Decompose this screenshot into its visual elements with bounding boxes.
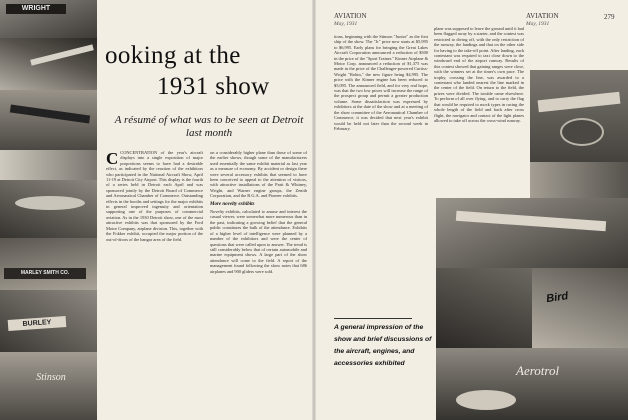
section-heading: More novelty exhibits (210, 201, 255, 207)
header-date: May, 1931 (526, 21, 550, 27)
article-subtitle: A résumé of what was to be seen at Detroit last month (114, 114, 304, 139)
collage-sign-bird: Bird (545, 290, 569, 306)
column-4-text: plane was supposed to leave the ground until it had been flagged away by a starter, and the contest was restricted to diving off, with the only restriction of the runway, the landings and that on the other side for having to the take-off point. After landing, each contestant was required to taxi close down to the windward end of the airport runway. Results of this contest showed that gaining ranges were close, with the winners set at the timer's own pace. The trophy, crossing the line, was awarded to a contestant who landed nearest the line marked in the center of the field. On return to the field, the prizes were divided. The trouble came elsewhere. To perform of all over flying, and to carry the flag that would be required to mock types in racing the whole length of the field and back after cross flight, the navigator and contact of the light planes allowed to take off across the cross-wind runway. (434, 26, 524, 123)
column-2-text-b: Novelty exhibits, calculated to amuse and interest the casual viewer, were somewhat more numerous than in the past, indicating a growing belief that the general public constitutes the bulk of the attendance. Exhibits of a higher level of intelligence were planned by a number of the exhibitors and were the center of questions that were called upon to answer. The trend is still considerably below that of certain automobile and marine equipment shows. A large part of the show attendance will come to the field. A report of the management found following the show notes that 686 airplanes and 900 gliders were sold. (210, 209, 307, 274)
photo-collage-right (436, 198, 628, 420)
pull-quote-rule (334, 318, 412, 319)
column-4 (434, 26, 524, 196)
column-3 (334, 34, 428, 314)
title-line-2: 1931 show (157, 73, 270, 100)
running-header-left (334, 12, 367, 28)
photo-collage-left (0, 0, 97, 420)
drop-cap: C (106, 150, 119, 168)
collage-sign-wright: WRIGHT (6, 4, 66, 14)
collage-sign-marley: MARLEY SMITH CO. (4, 268, 86, 279)
column-1 (106, 150, 203, 416)
photo-top-right (530, 70, 628, 198)
column-2 (210, 150, 307, 416)
page-gutter (312, 0, 316, 420)
title-line-1: ooking at the (105, 42, 241, 69)
header-title-left: AVIATION (334, 12, 367, 20)
column-2-text: on a considerably higher plane than those of some of the earlier shows, though some of the manufacturers used essentially the same exhibit material as last year as a measure of economy. By accident or design there were several accessory exhibits that seemed to have been conceived to appeal to the attention of visitors, with attractive installations of the Pratt & Whitney, Wright, and Warner engine groups, the Zenith Corporation, and the B.G.A. and Pioneer exhibits. (210, 150, 307, 199)
collage-sign-stinson: Stinson (36, 372, 66, 383)
collage-sign-aerotrol: Aerotrol (516, 363, 560, 378)
page-number: 279 (604, 13, 615, 21)
column-3-text: tions, beginning with the Stinson "Junior" as the first ship of the show. The "Jr" price now starts at $5,995 to $6,995. Early plans for bringing the Great Lakes Aircraft Corporation announced a reduction of $500 in the price of the "Sport Trainer." Kinner Airplane & Motor Corp. announced a reduction of $1,375 was made in the price of the Challenger-powered Curtiss-Wright "Robin," the new figure being $4,995. The price with the Kinner engine has been reduced to $5,095. The announced field, and for very real hope, was that the two low prices will increase the range of the prospect group and permit a greater production volume. Some dissatisfaction was expressed by exhibitors at the date of the show and at a meeting of the show committee of the Aeronautical Chamber of Commerce, it was decided that next year's exhibit would be held not later than the second week in February. (334, 34, 428, 131)
column-1-text: CONCENTRATION of the year's aircraft displays into a single exposition of major proportions seems to have had a desirable effect, as indicated by the reaction of the exhibitors who participated in the National Aircraft Show, April 11-19 at Detroit City Airport. This display is the fourth of a series held in Detroit each April and was sponsored jointly by the Detroit Board of Commerce and Aeronautical Chamber of Commerce. Outstanding effects in the booths and settings for the major exhibits in general improved ingenuity and orientation supporting one of the purposes of commercial aviation. As in the 1930 Detroit show, one of the most attractive exhibits was that sponsored by the Ford Motor Company, airplane division. This, together with the Fokker exhibit, occupied the major portion of the out-of-doors of the hangar area of the field. (106, 150, 203, 242)
header-date-left: May, 1931 (334, 21, 358, 27)
article-title (105, 40, 314, 102)
collage-sign-burley: BURLEY (8, 316, 67, 331)
pull-quote: A general impression of the show and brief discussions of the aircraft, engines, and accessories exhibited (334, 324, 432, 367)
running-header (526, 12, 559, 28)
header-title: AVIATION (526, 12, 559, 20)
